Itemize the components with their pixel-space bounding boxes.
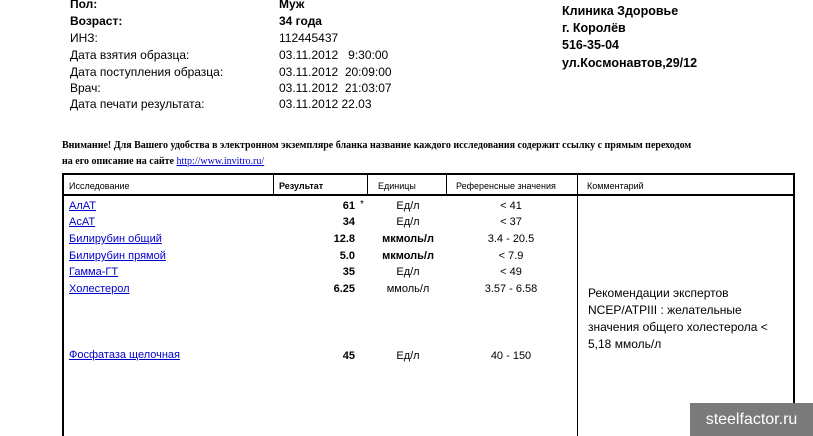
sex-label: Пол: bbox=[70, 0, 98, 11]
sample-taken-value: 03.11.2012 9:30:00 bbox=[279, 48, 389, 62]
header-result: Результат bbox=[279, 181, 324, 191]
clinic-city: г. Королёв bbox=[562, 21, 626, 35]
clinic-address: ул.Космонавтов,29/12 bbox=[562, 56, 698, 70]
sample-received-label: Дата поступления образца: bbox=[70, 65, 224, 79]
test-link-alkaline-phosphatase[interactable]: Фосфатаза щелочная bbox=[69, 349, 181, 361]
notice-line-1: Внимание! Для Вашего удобства в электронном экземпляре бланка название каждого исследования содержит ссылку с прямым переходом bbox=[62, 140, 692, 151]
comment-column-divider bbox=[577, 196, 578, 436]
col-divider-2 bbox=[367, 175, 368, 194]
col-divider-1 bbox=[273, 175, 274, 194]
reference-value: < 49 bbox=[500, 266, 522, 278]
inz-label: ИНЗ: bbox=[70, 31, 98, 45]
cholesterol-comment: Рекомендации экспертов NCEP/ATPIII : желательные значения общего холестерола < 5,18 ммоль/л bbox=[588, 286, 768, 351]
clinic-name: Клиника Здоровье bbox=[562, 4, 679, 18]
result-value: 5.0 bbox=[339, 250, 355, 262]
result-value: 61 bbox=[342, 200, 355, 212]
test-link-bilirubin-direct[interactable]: Билирубин прямой bbox=[69, 250, 166, 262]
notice-line-2-prefix: на его описание на сайте bbox=[62, 156, 177, 167]
units-value: мкмоль/л bbox=[382, 250, 434, 262]
header-test: Исследование bbox=[69, 181, 130, 191]
header-reference: Референсные значения bbox=[456, 181, 556, 191]
header-units: Единицы bbox=[378, 181, 416, 191]
print-date-value: 03.11.2012 22.03 bbox=[279, 97, 372, 111]
units-value: Ед/л bbox=[396, 216, 420, 228]
test-link-alat[interactable]: АлАТ bbox=[69, 200, 96, 212]
reference-value: < 7.9 bbox=[498, 250, 524, 262]
test-link-bilirubin-total[interactable]: Билирубин общий bbox=[69, 233, 162, 245]
test-link-asat[interactable]: АсАТ bbox=[69, 216, 96, 228]
units-value: Ед/л bbox=[396, 350, 420, 362]
invitro-link[interactable]: http://www.invitro.ru/ bbox=[176, 156, 265, 167]
result-value: 35 bbox=[342, 266, 355, 278]
result-value: 12.8 bbox=[333, 233, 355, 245]
units-value: Ед/л bbox=[396, 266, 420, 278]
units-value: ммоль/л bbox=[386, 283, 430, 295]
clinic-phone: 516-35-04 bbox=[562, 38, 619, 52]
table-header-divider bbox=[62, 194, 795, 196]
units-value: мкмоль/л bbox=[382, 233, 434, 245]
sex-value: Муж bbox=[279, 0, 305, 11]
doctor-label: Врач: bbox=[70, 81, 101, 95]
print-date-label: Дата печати результата: bbox=[70, 97, 205, 111]
reference-value: 3.4 - 20.5 bbox=[487, 233, 535, 245]
sample-received-value: 03.11.2012 20:09:00 bbox=[279, 65, 392, 79]
test-link-ggt[interactable]: Гамма-ГТ bbox=[69, 266, 119, 278]
notice-line-2 bbox=[62, 156, 264, 167]
reference-value: < 37 bbox=[500, 216, 522, 228]
age-value: 34 года bbox=[279, 14, 322, 28]
reference-value: 3.57 - 6.58 bbox=[484, 283, 538, 295]
reference-value: 40 - 150 bbox=[490, 350, 532, 362]
result-value: 45 bbox=[342, 350, 355, 362]
test-link-cholesterol[interactable]: Холестерол bbox=[69, 283, 130, 295]
doctor-value: 03.11.2012 21:03:07 bbox=[279, 81, 392, 95]
result-value: 6.25 bbox=[333, 283, 355, 295]
col-divider-4 bbox=[577, 175, 578, 194]
header-comments: Комментарий bbox=[587, 181, 644, 191]
age-label: Возраст: bbox=[70, 14, 123, 28]
reference-value: < 41 bbox=[500, 200, 522, 212]
abnormal-flag: * bbox=[360, 199, 364, 210]
units-value: Ед/л bbox=[396, 200, 420, 212]
result-value: 34 bbox=[342, 216, 355, 228]
inz-value: 112445437 bbox=[279, 31, 339, 45]
sample-taken-label: Дата взятия образца: bbox=[70, 48, 190, 62]
col-divider-3 bbox=[446, 175, 447, 194]
watermark: steelfactor.ru bbox=[690, 403, 813, 436]
